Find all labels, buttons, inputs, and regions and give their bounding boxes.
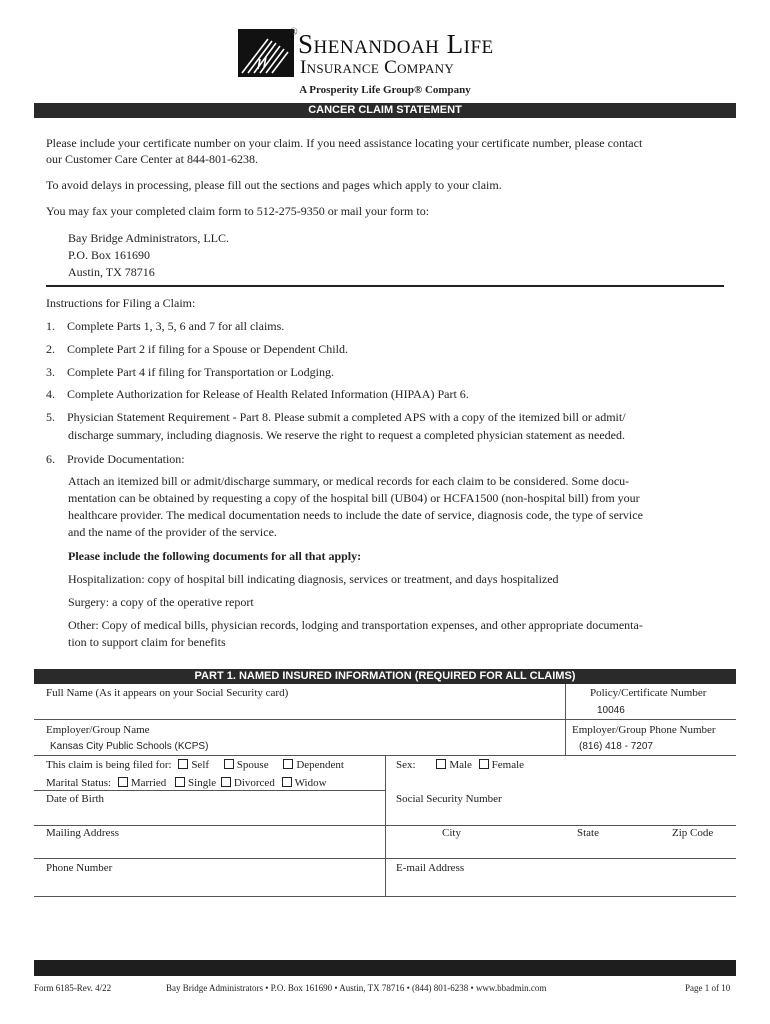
form-title: CANCER CLAIM STATEMENT xyxy=(34,103,736,118)
intro-paragraph-1: Please include your certificate number on your claim. If you need assistance locating your certificate number, please contact xyxy=(46,136,643,150)
instruction-item: 2. Complete Part 2 if filing for a Spouse or Dependent Child. xyxy=(46,342,348,356)
surgery-doc: Surgery: a copy of the operative report xyxy=(68,595,254,609)
female-checkbox[interactable]: Female xyxy=(479,759,524,771)
sex-row: Sex: Male Female xyxy=(396,759,525,771)
intro-paragraph-2: To avoid delays in processing, please fill out the sections and pages which apply to your claim. xyxy=(46,178,502,192)
page-number: Page 1 of 10 xyxy=(685,983,731,993)
dependent-checkbox[interactable]: Dependent xyxy=(283,759,344,771)
row-divider xyxy=(34,790,386,791)
email-label: E-mail Address xyxy=(396,862,465,874)
married-checkbox[interactable]: Married xyxy=(118,777,166,789)
instruction-item-continued: discharge summary, including diagnosis. We reserve the right to request a completed physician statement as needed. xyxy=(68,428,625,442)
city-label: City xyxy=(442,827,461,839)
section-divider xyxy=(46,285,724,287)
address-line: P.O. Box 161690 xyxy=(68,248,151,262)
hospitalization-doc: Hospitalization: copy of hospital bill indicating diagnosis, services or treatment, and days hospitalized xyxy=(68,572,559,586)
documentation-text: and the name of the provider of the service. xyxy=(68,525,277,539)
intro-paragraph-1b: our Customer Care Center at 844-801-6238. xyxy=(46,152,258,166)
instruction-item: 4. Complete Authorization for Release of Health Related Information (HIPAA) Part 6. xyxy=(46,387,469,401)
required-docs-heading: Please include the following documents for all that apply: xyxy=(68,549,362,563)
logo-wordmark-line2: Insurance Company xyxy=(300,57,455,78)
column-divider xyxy=(385,755,386,897)
filed-for-row: This claim is being filed for: Self Spouse Dependent xyxy=(46,759,344,771)
employer-phone-label: Employer/Group Phone Number xyxy=(572,724,716,736)
footer-bar xyxy=(34,960,736,976)
other-doc-continued: tion to support claim for benefits xyxy=(68,635,226,649)
row-divider xyxy=(34,825,736,826)
documentation-text: Attach an itemized bill or admit/discharge summary, or medical records for each claim to be considered. Some docu- xyxy=(68,474,630,488)
male-checkbox[interactable]: Male xyxy=(436,759,472,771)
policy-number-field[interactable]: 10046 xyxy=(597,705,625,716)
instruction-item: 5. Physician Statement Requirement - Part 8. Please submit a completed APS with a copy of the itemized bill or admit/ xyxy=(46,410,626,424)
instructions-heading: Instructions for Filing a Claim: xyxy=(46,296,196,310)
intro-paragraph-3: You may fax your completed claim form to 512-275-9350 or mail your form to: xyxy=(46,204,430,218)
row-divider xyxy=(34,858,736,859)
address-line: Austin, TX 78716 xyxy=(68,265,155,279)
registered-mark: ® xyxy=(290,27,298,38)
employer-phone-field[interactable]: (816) 418 - 7207 xyxy=(579,741,653,752)
full-name-label: Full Name (As it appears on your Social Security card) xyxy=(46,687,289,699)
dob-label: Date of Birth xyxy=(46,793,105,805)
company-logo-icon xyxy=(238,29,294,77)
form-number: Form 6185-Rev. 4/22 xyxy=(34,983,112,993)
documentation-text: mentation can be obtained by requesting a copy of the hospital bill (UB04) or HCFA1500 (non-hospital bill) from your xyxy=(68,491,640,505)
part1-header: PART 1. NAMED INSURED INFORMATION (REQUIRED FOR ALL CLAIMS) xyxy=(34,669,736,684)
logo-wordmark-line1: Shenandoah Life xyxy=(298,29,494,59)
divorced-checkbox[interactable]: Divorced xyxy=(221,777,275,789)
instruction-item: 3. Complete Part 4 if filing for Transportation or Lodging. xyxy=(46,365,334,379)
employer-name-field[interactable]: Kansas City Public Schools (KCPS) xyxy=(50,741,209,752)
single-checkbox[interactable]: Single xyxy=(175,777,216,789)
other-doc: Other: Copy of medical bills, physician records, lodging and transportation expenses, and other appropriate documenta- xyxy=(68,618,643,632)
widow-checkbox[interactable]: Widow xyxy=(282,777,327,789)
spouse-checkbox[interactable]: Spouse xyxy=(224,759,269,771)
zip-code-label: Zip Code xyxy=(672,827,714,839)
phone-number-label: Phone Number xyxy=(46,862,113,874)
address-line: Bay Bridge Administrators, LLC. xyxy=(68,231,229,245)
ssn-label: Social Security Number xyxy=(396,793,502,805)
employer-label: Employer/Group Name xyxy=(46,724,150,736)
self-checkbox[interactable]: Self xyxy=(178,759,209,771)
marital-status-row: Marital Status: Married Single Divorced Widow xyxy=(46,777,327,789)
documentation-text: healthcare provider. The medical documentation needs to include the date of service, diagnosis code, the type of service xyxy=(68,508,643,522)
footer-address: Bay Bridge Administrators • P.O. Box 161690 • Austin, TX 78716 • (844) 801-6238 • www.bbadmin.com xyxy=(166,983,547,993)
row-divider xyxy=(34,896,736,897)
state-label: State xyxy=(577,827,599,839)
instruction-item: 6. Provide Documentation: xyxy=(46,452,185,466)
column-divider xyxy=(565,684,566,756)
company-tagline: A Prosperity Life Group® Company xyxy=(299,84,471,96)
instruction-item: 1. Complete Parts 1, 3, 5, 6 and 7 for all claims. xyxy=(46,319,285,333)
mailing-address-label: Mailing Address xyxy=(46,827,120,839)
row-divider xyxy=(34,719,736,720)
policy-number-label: Policy/Certificate Number xyxy=(590,687,707,699)
